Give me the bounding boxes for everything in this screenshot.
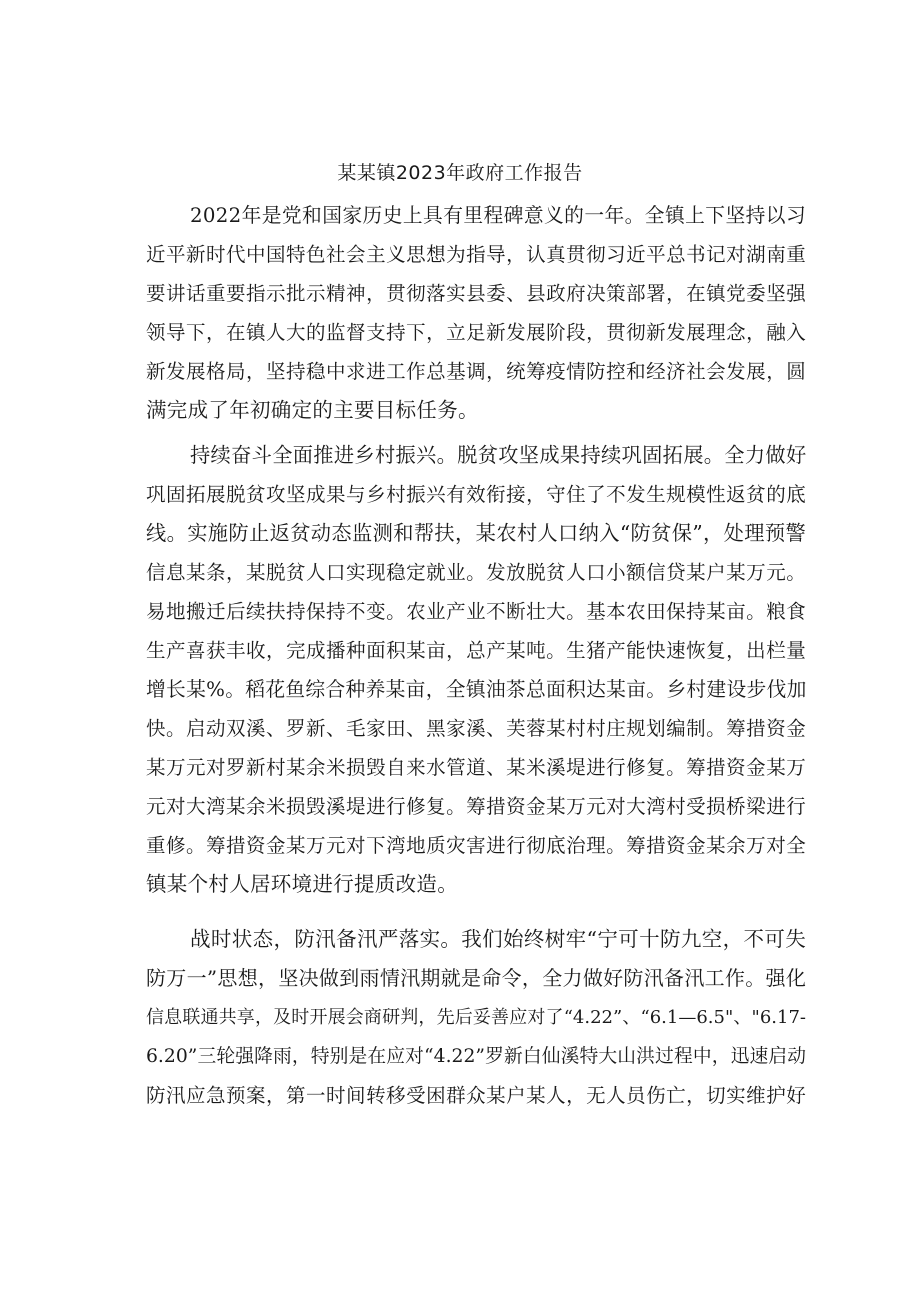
- paragraph-line: 易地搬迁后续扶持保持不变。农业产业不断壮大。基本农田保持某亩。粮食: [146, 600, 806, 623]
- paragraph-line: 某万元对罗新村某余米损毁自来水管道、某米溪堤进行修复。筹措资金某万: [146, 756, 806, 779]
- paragraph-line: 满完成了年初确定的主要目标任务。: [146, 398, 479, 422]
- paragraph-line: 重修。筹措资金某万元对下湾地质灾害进行彻底治理。筹措资金某余万对全: [146, 834, 806, 857]
- paragraph-line: 巩固拓展脱贫攻坚成果与乡村振兴有效衔接，守住了不发生规模性返贫的底: [146, 483, 806, 506]
- paragraph-line: 要讲话重要指示批示精神，贯彻落实县委、县政府决策部署，在镇党委坚强: [146, 282, 806, 305]
- paragraph-line: 6.20”三轮强降雨，特别是在应对“4.22”罗新白仙溪特大山洪过程中，迅速启动: [146, 1046, 806, 1067]
- paragraph-1: [146, 196, 806, 430]
- paragraph-line: 领导下，在镇人大的监督支持下，立足新发展阶段，贯彻新发展理念，融入: [146, 321, 806, 344]
- paragraph-2: [146, 436, 806, 904]
- paragraph-line: 元对大湾某余米损毁溪堤进行修复。筹措资金某万元对大湾村受损桥梁进行: [146, 795, 806, 818]
- paragraph-line: 持续奋斗全面推进乡村振兴。脱贫攻坚成果持续巩固拓展。全力做好: [190, 443, 807, 467]
- document-title: 某某镇2023年政府工作报告: [337, 162, 583, 184]
- paragraph-line: 新发展格局，坚持稳中求进工作总基调，统筹疫情防控和经济社会发展，圆: [146, 360, 806, 383]
- paragraph-line: 信息某条，某脱贫人口实现稳定就业。发放脱贫人口小额信贷某户某万元。: [146, 561, 806, 584]
- paragraph-line: 近平新时代中国特色社会主义思想为指导，认真贯彻习近平总书记对湖南重: [146, 243, 806, 266]
- paragraph-line: 信息联通共享，及时开展会商研判，先后妥善应对了“4.22”、“6.1—6.5"、"6.17-: [146, 1007, 806, 1028]
- paragraph-line: 线。实施防止返贫动态监测和帮扶，某农村人口纳入“防贫保”，处理预警: [146, 521, 806, 545]
- paragraph-line: 生产喜获丰收，完成播种面积某亩，总产某吨。生猪产能快速恢复，出栏量: [146, 639, 806, 662]
- paragraph-line: 防万一”思想，坚决做到雨情汛期就是命令，全力做好防汛备汛工作。强化: [146, 966, 807, 990]
- paragraph-line: 2022年是党和国家历史上具有里程碑意义的一年。全镇上下坚持以习: [190, 204, 806, 227]
- paragraph-line: 防汛应急预案，第一时间转移受困群众某户某人，无人员伤亡，切实维护好: [146, 1084, 806, 1107]
- paragraph-3: [146, 920, 806, 1115]
- paragraph-line: 战时状态，防汛备汛严落实。我们始终树牢“宁可十防九空，不可失: [190, 927, 806, 951]
- paragraph-line: 快。启动双溪、罗新、毛家田、黑家溪、芙蓉某村村庄规划编制。筹措资金: [146, 717, 806, 740]
- paragraph-line: 镇某个村人居环境进行提质改造。: [146, 872, 458, 896]
- paragraph-line: 增长某%。稻花鱼综合种养某亩，全镇油茶总面积达某亩。乡村建设步伐加: [146, 678, 807, 701]
